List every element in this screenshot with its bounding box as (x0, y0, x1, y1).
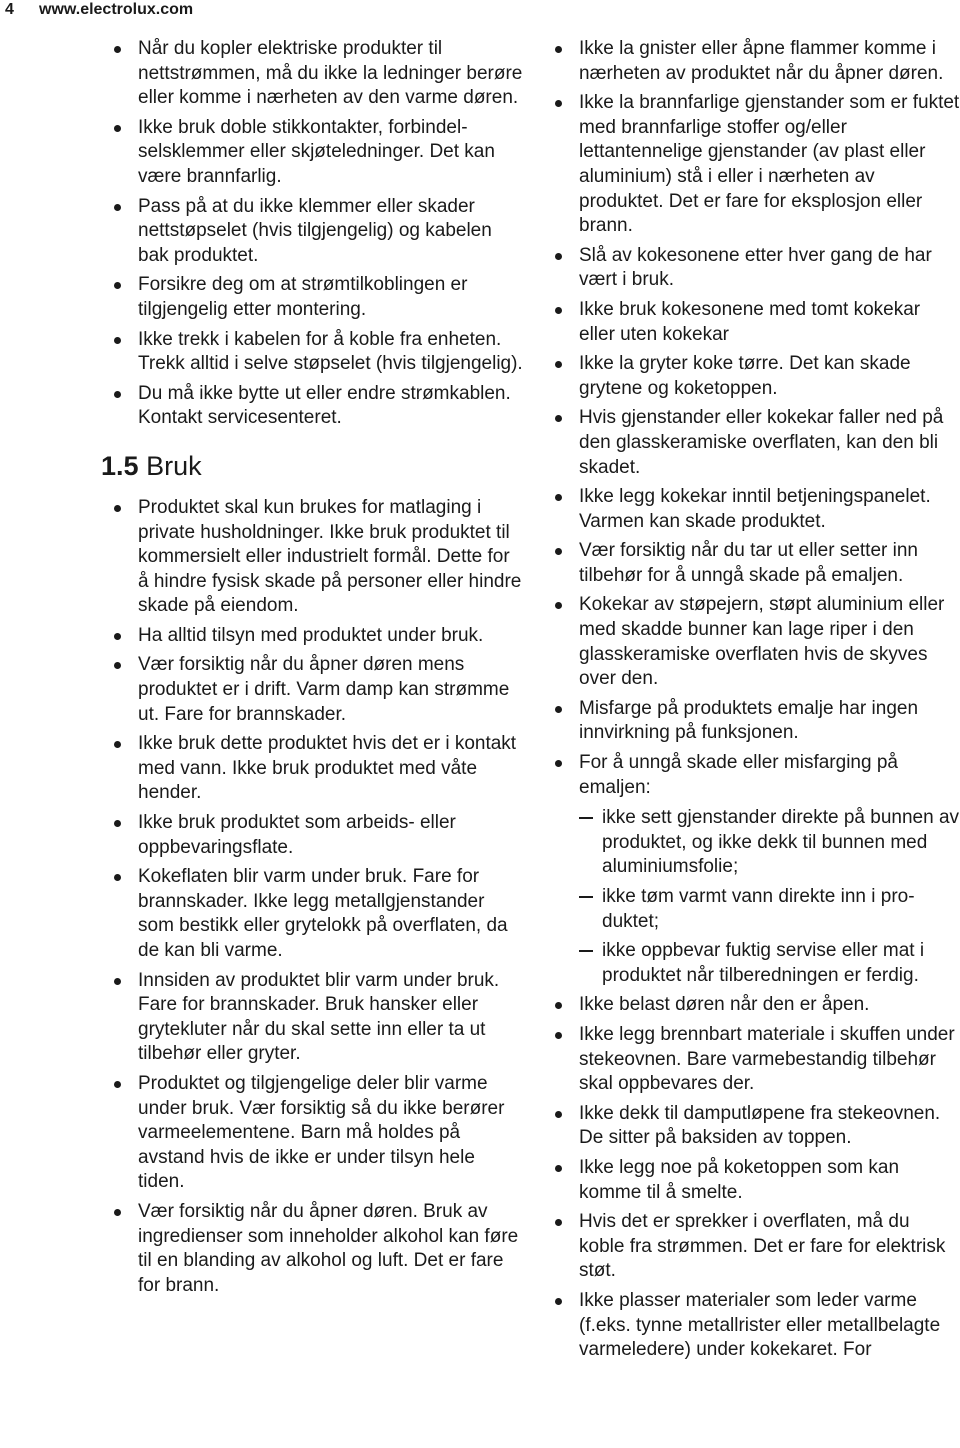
section-number: 1.5 (101, 450, 139, 481)
safety-list-continued (579, 37, 960, 1363)
list-item: Ikke bruk produktet som arbeids- eller oppbevaringsflate. (138, 811, 523, 860)
list-item: Ha alltid tilsyn med produktet under bruk. (138, 624, 523, 649)
list-item: Slå av kokesonene etter hver gang de har vært i bruk. (579, 244, 960, 293)
list-item-text: For å unngå skade eller misfarging på emaljen: (579, 752, 898, 798)
sub-list-item: ikke sett gjenstander direkte på bunnen av produktet, og ikke dekk til bunnen med aluminiumsfolie; (602, 806, 960, 880)
list-item: Ikke la gnister eller åpne flammer komme i nærheten av produktet når du åpner døren. (579, 37, 960, 86)
list-item: Ikke trekk i kabelen for å koble fra enheten. Trekk alltid i selve støpselet (hvis tilgjengelig). (138, 328, 523, 377)
list-item: Kokeflaten blir varm under bruk. Fare for brannskader. Ikke legg metallgjenstander som bestikk eller grytelokk på overflaten, da de kan bli varme. (138, 865, 523, 963)
list-item: Ikke legg brennbart materiale i skuffen under stekeovnen. Bare varmebestandig tilbehør skal oppbevares der. (579, 1023, 960, 1097)
list-item: Ikke belast døren når den er åpen. (579, 993, 960, 1018)
list-item: Når du kopler elektriske produkter til nettstrømmen, må du ikke la ledninger berøre eller komme i nærheten av den varme døren. (138, 37, 523, 111)
list-item: Vær forsiktig når du åpner døren. Bruk av ingredienser som inneholder alkohol kan føre til en blanding av alkohol og luft. Det er fare for brann. (138, 1200, 523, 1298)
list-item: Vær forsiktig når du tar ut eller setter inn tilbehør for å unngå skade på emaljen. (579, 539, 960, 588)
section-heading (101, 450, 523, 482)
list-item: Forsikre deg om at strømtilkoblingen er tilgjengelig etter montering. (138, 273, 523, 322)
list-item: Ikke bruk doble stikkontakter, forbindelselsklemmer eller skjøteledninger. Det kan være brannfarlig. (138, 116, 523, 190)
section-title: Bruk (146, 450, 202, 481)
sub-list-item: ikke oppbevar fuktig servise eller mat i produktet når tilberedningen er ferdig. (602, 939, 960, 988)
list-item: Ikke la gryter koke tørre. Det kan skade grytene og koketoppen. (579, 352, 960, 401)
list-item: Du må ikke bytte ut eller endre strømkablen. Kontakt servicesenteret. (138, 382, 523, 431)
list-item-enamel (579, 751, 960, 988)
list-item: Pass på at du ikke klemmer eller skader nettstøpselet (hvis tilgjengelig) og kabelen bak produktet. (138, 195, 523, 269)
sub-list-item: ikke tøm varmt vann direkte inn i produktet; (602, 885, 960, 934)
list-item: Ikke dekk til damputløpene fra stekeovnen. De sitter på baksiden av toppen. (579, 1102, 960, 1151)
list-item: Ikke bruk dette produktet hvis det er i kontakt med vann. Ikke bruk produktet med våte hender. (138, 732, 523, 806)
list-item: Hvis det er sprekker i overflaten, må du koble fra strømmen. Det er fare for elektrisk støt. (579, 1210, 960, 1284)
list-item: Produktet skal kun brukes for matlaging i private husholdninger. Ikke bruk produktet til kommersielt eller industrielt formål. Dette for å hindre fysisk skade på personer eller hindre skade på eiendom. (138, 496, 523, 619)
enamel-sub-list (579, 806, 960, 988)
right-column (579, 37, 960, 1368)
website-url: www.electrolux.com (39, 1, 194, 18)
list-item: Hvis gjenstander eller kokekar faller ned på den glasskeramiske overflaten, kan den bli skadet. (579, 406, 960, 480)
list-item: Ikke bruk kokesonene med tomt kokekar eller uten kokekar (579, 298, 960, 347)
list-item: Produktet og tilgjengelige deler blir varme under bruk. Vær forsiktig så du ikke berører varmeelementene. Barn må holdes på avstand hvis de ikke er under tilsyn hele tiden. (138, 1072, 523, 1195)
safety-list-connection (138, 37, 523, 431)
list-item: Ikke plasser materialer som leder varme (f.eks. tynne metallrister eller metallbelagte varmeledere) under kokekaret. For (579, 1289, 960, 1363)
list-item: Kokekar av støpejern, støpt aluminium eller med skadde bunner kan lage riper i den glasskeramiske overflaten hvis de skyves over den. (579, 593, 960, 691)
page-number: 4 (5, 1, 14, 18)
safety-list-use (138, 496, 523, 1298)
list-item: Ikke legg noe på koketoppen som kan komme til å smelte. (579, 1156, 960, 1205)
left-column (101, 37, 523, 1303)
list-item: Ikke la brannfarlige gjenstander som er fuktet med brannfarlige stoffer og/eller lettantennelige gjenstander (av plast eller aluminium) stå i eller i nærheten av produktet. Det er fare for eksplosjon eller brann. (579, 91, 960, 239)
list-item: Innsiden av produktet blir varm under bruk. Fare for brannskader. Bruk hansker eller grytekluter når du skal sette inn eller ta ut tilbehør eller gryter. (138, 969, 523, 1067)
list-item: Misfarge på produktets emalje har ingen innvirkning på funksjonen. (579, 697, 960, 746)
list-item: Ikke legg kokekar inntil betjeningspanelet. Varmen kan skade produktet. (579, 485, 960, 534)
page-header (5, 1, 193, 19)
list-item: Vær forsiktig når du åpner døren mens produktet er i drift. Varm damp kan strømme ut. Fare for brannskader. (138, 653, 523, 727)
